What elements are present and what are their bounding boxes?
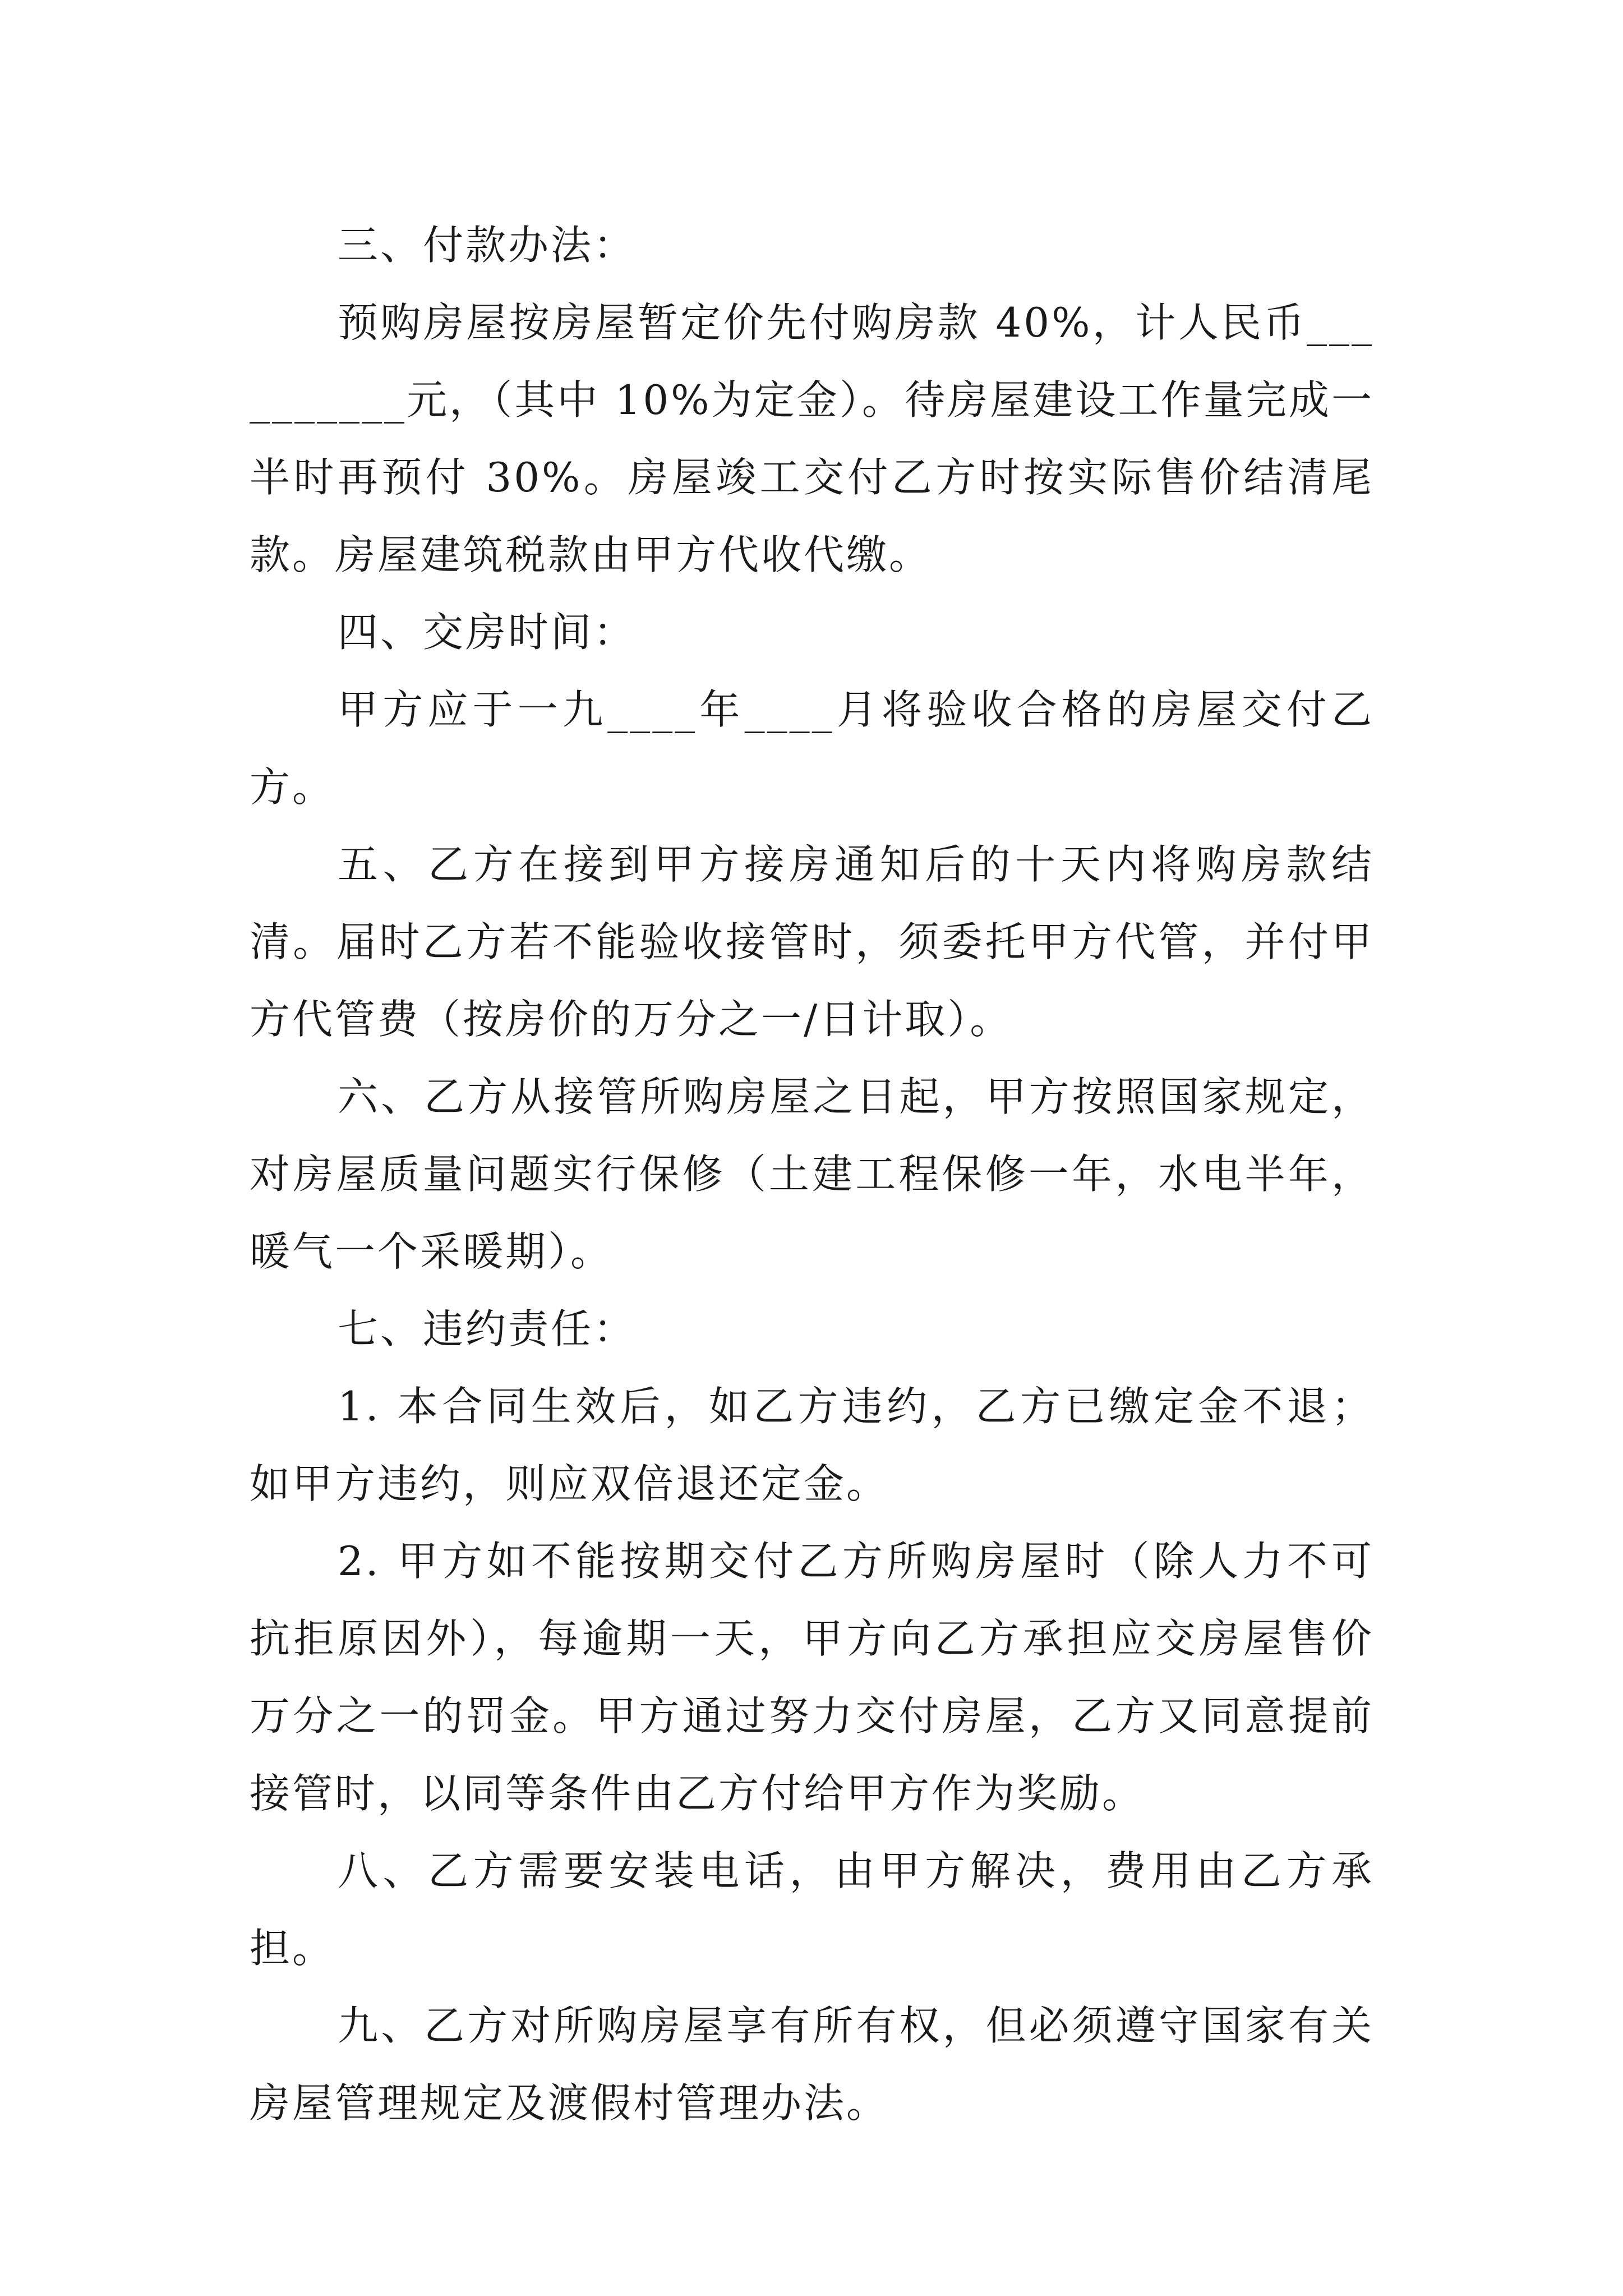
paragraph-payment-terms: 预购房屋按房屋暂定价先付购房款 40%，计人民币__________元，（其中 10%为定金）。待房屋建设工作量完成一半时再预付 30%。房屋竣工交付乙方时按实际售价结清尾款。房屋建筑税款由甲方代收代缴。 [250,299,1374,578]
paragraph-clause-six: 六、乙方从接管所购房屋之日起，甲方按照国家规定，对房屋质量问题实行保修（土建工程保修一年，水电半年，暖气一个采暖期）。 [250,1073,1374,1275]
document-body [250,206,1374,2142]
section-heading-payment: 三、付款办法： [338,222,637,269]
paragraph-delivery-date: 甲方应于一九____年____月将验收合格的房屋交付乙方。 [250,686,1374,811]
section-heading-delivery-time: 四、交房时间： [338,609,637,656]
paragraph-clause-nine: 九、乙方对所购房屋享有所有权，但必须遵守国家有关房屋管理规定及渡假村管理办法。 [250,2002,1374,2127]
paragraph-clause-five: 五、乙方在接到甲方接房通知后的十天内将购房款结清。届时乙方若不能验收接管时，须委托甲方代管，并付甲方代管费（按房价的万分之一/日计取）。 [250,841,1374,1043]
paragraph-liability-item-1: 1. 本合同生效后，如乙方违约，乙方已缴定金不退；如甲方违约，则应双倍退还定金。 [250,1383,1374,1507]
paragraph-liability-item-2: 2. 甲方如不能按期交付乙方所购房屋时（除人力不可抗拒原因外），每逾期一天，甲方向乙方承担应交房屋售价万分之一的罚金。甲方通过努力交付房屋，乙方又同意提前接管时，以同等条件由乙方付给甲方作为奖励。 [250,1538,1374,1817]
paragraph-clause-eight: 八、乙方需要安装电话，由甲方解决，费用由乙方承担。 [250,1847,1374,1972]
section-heading-liability: 七、违约责任： [338,1305,637,1352]
